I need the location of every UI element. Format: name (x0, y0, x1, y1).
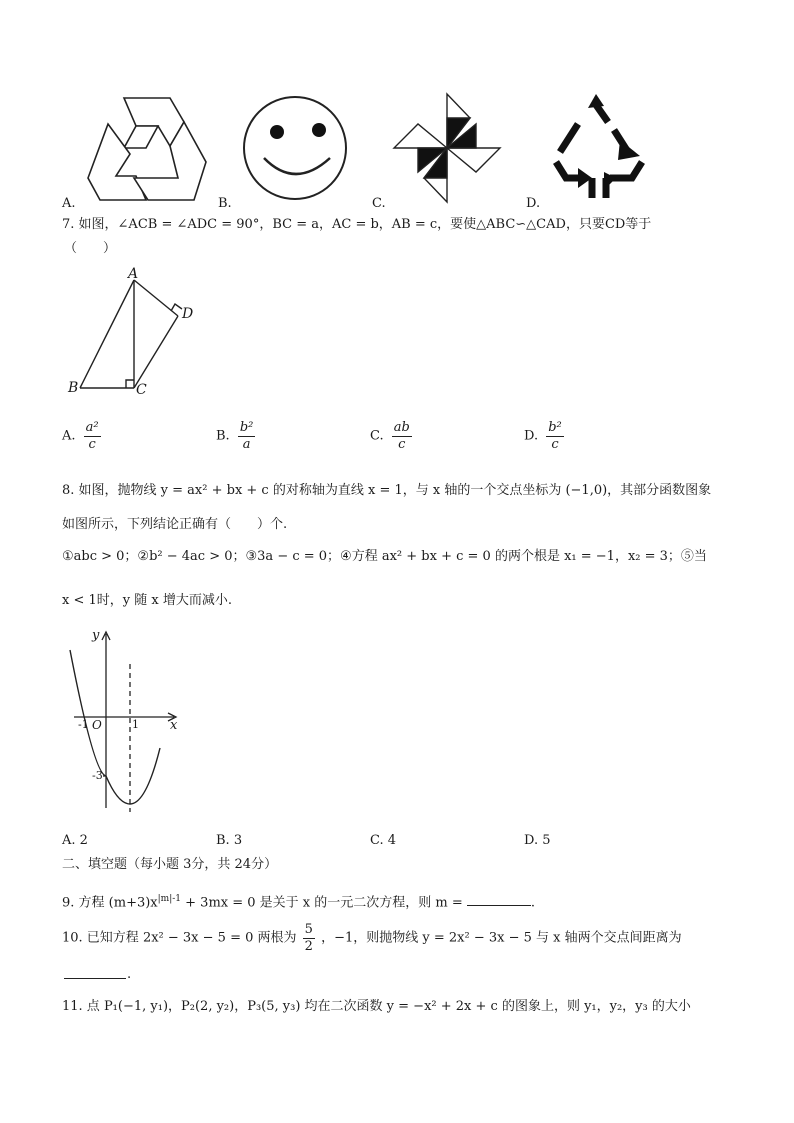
q6-option-c-label[interactable]: C. (372, 196, 386, 211)
q8-x-axis-label: x (170, 718, 178, 733)
q10-end: . (127, 967, 132, 982)
right-triangle-diagram (62, 266, 202, 400)
q8-neg3-tick-label: -3 (92, 769, 103, 782)
q9-stem: 9. 方程 $(m+3)x^{|m|-1} + 3mx = 0$ 是关于 x 的一元二次方程，则 m = . (62, 894, 536, 911)
q8-line-1: 8. 如图，抛物线 y = ax² + bx + c 的对称轴为直线 x = 1，与 x 轴的一个交点坐标为 (−1,0)，其部分函数图象 (62, 483, 712, 498)
pinwheel-figure (392, 92, 502, 204)
q7-point-d-label: D (182, 306, 194, 322)
q7-stem: 7. 如图，∠ACB = ∠ADC = 90°，BC = a，AC = b，AB = c，要使△ABC∽△CAD，只要CD等于 (62, 217, 652, 232)
section-title-fill-in: 二、填空题（每小题 3分，共 24分） (62, 857, 278, 872)
q8-option-a[interactable]: A. 2 (62, 833, 88, 848)
recycle-arrows-icon (548, 94, 650, 204)
q10-answer-blank[interactable] (64, 978, 126, 979)
q7-option-c[interactable]: C. $\frac{ab}{c}$ (370, 420, 410, 452)
q8-option-c[interactable]: C. 4 (370, 833, 397, 848)
recycle-hexagon-figure (86, 96, 208, 204)
q7-option-b[interactable]: B. $\frac{\text{b²}}{a}$ (216, 420, 254, 452)
q10-stem: 10. 已知方程 2x² − 3x − 5 = 0 两根为 $\frac{5}{2}$ ，−1，则抛物线 y = 2x² − 3x − 5 与 x 轴两个交点间距离为 (62, 922, 682, 954)
recycle-hexagon-icon (86, 96, 208, 204)
q8-parabola-graph (62, 626, 192, 818)
q6-option-a-label[interactable]: A. (62, 196, 76, 211)
q7-option-a[interactable]: A. $\frac{\text{a²}}{c}$ (62, 420, 99, 452)
q8-one-tick-label: 1 (132, 718, 139, 731)
q8-line-4: x < 1时，y 随 x 增大而减小. (62, 593, 232, 608)
q8-line-2: 如图所示，下列结论正确有（ ）个. (62, 517, 288, 532)
q8-y-axis-label: y (92, 628, 100, 643)
q7-point-a-label: A (128, 266, 139, 282)
recycle-arrows-figure (548, 94, 650, 204)
q9-answer-blank[interactable] (467, 905, 531, 906)
q8-origin-label: O (92, 718, 102, 732)
q11-stem: 11. 点 P₁(−1, y₁)，P₂(2, y₂)，P₃(5, y₃) 均在二次函数 y = −x² + 2x + c 的图象上，则 y₁，y₂，y₃ 的大小 (62, 999, 691, 1014)
q7-triangle-figure (62, 266, 202, 400)
q10-fraction: $\frac{5}{2}$ (304, 922, 313, 954)
q9-exponent: |m|-1 (157, 894, 182, 904)
q8-option-b[interactable]: B. 3 (216, 833, 243, 848)
q7-option-d[interactable]: D. $\frac{\text{b²}}{c}$ (524, 420, 562, 452)
smiley-face-figure (242, 94, 348, 202)
q8-neg1-tick-label: -1 (78, 718, 89, 731)
q7-point-c-label: C (136, 382, 147, 398)
q7-bracket: （ ） (64, 241, 117, 256)
q6-option-b-label[interactable]: B. (218, 196, 232, 211)
q8-option-d[interactable]: D. 5 (524, 833, 551, 848)
smiley-face-icon (242, 94, 348, 202)
q6-option-d-label[interactable]: D. (526, 196, 541, 211)
q8-line-3: ①abc > 0；②b² − 4ac > 0；③3a − c = 0；④方程 ax² + bx + c = 0 的两个根是 x₁ = −1，x₂ = 3；⑤当 (62, 549, 707, 564)
q7-point-b-label: B (68, 380, 79, 396)
pinwheel-icon (392, 92, 502, 204)
